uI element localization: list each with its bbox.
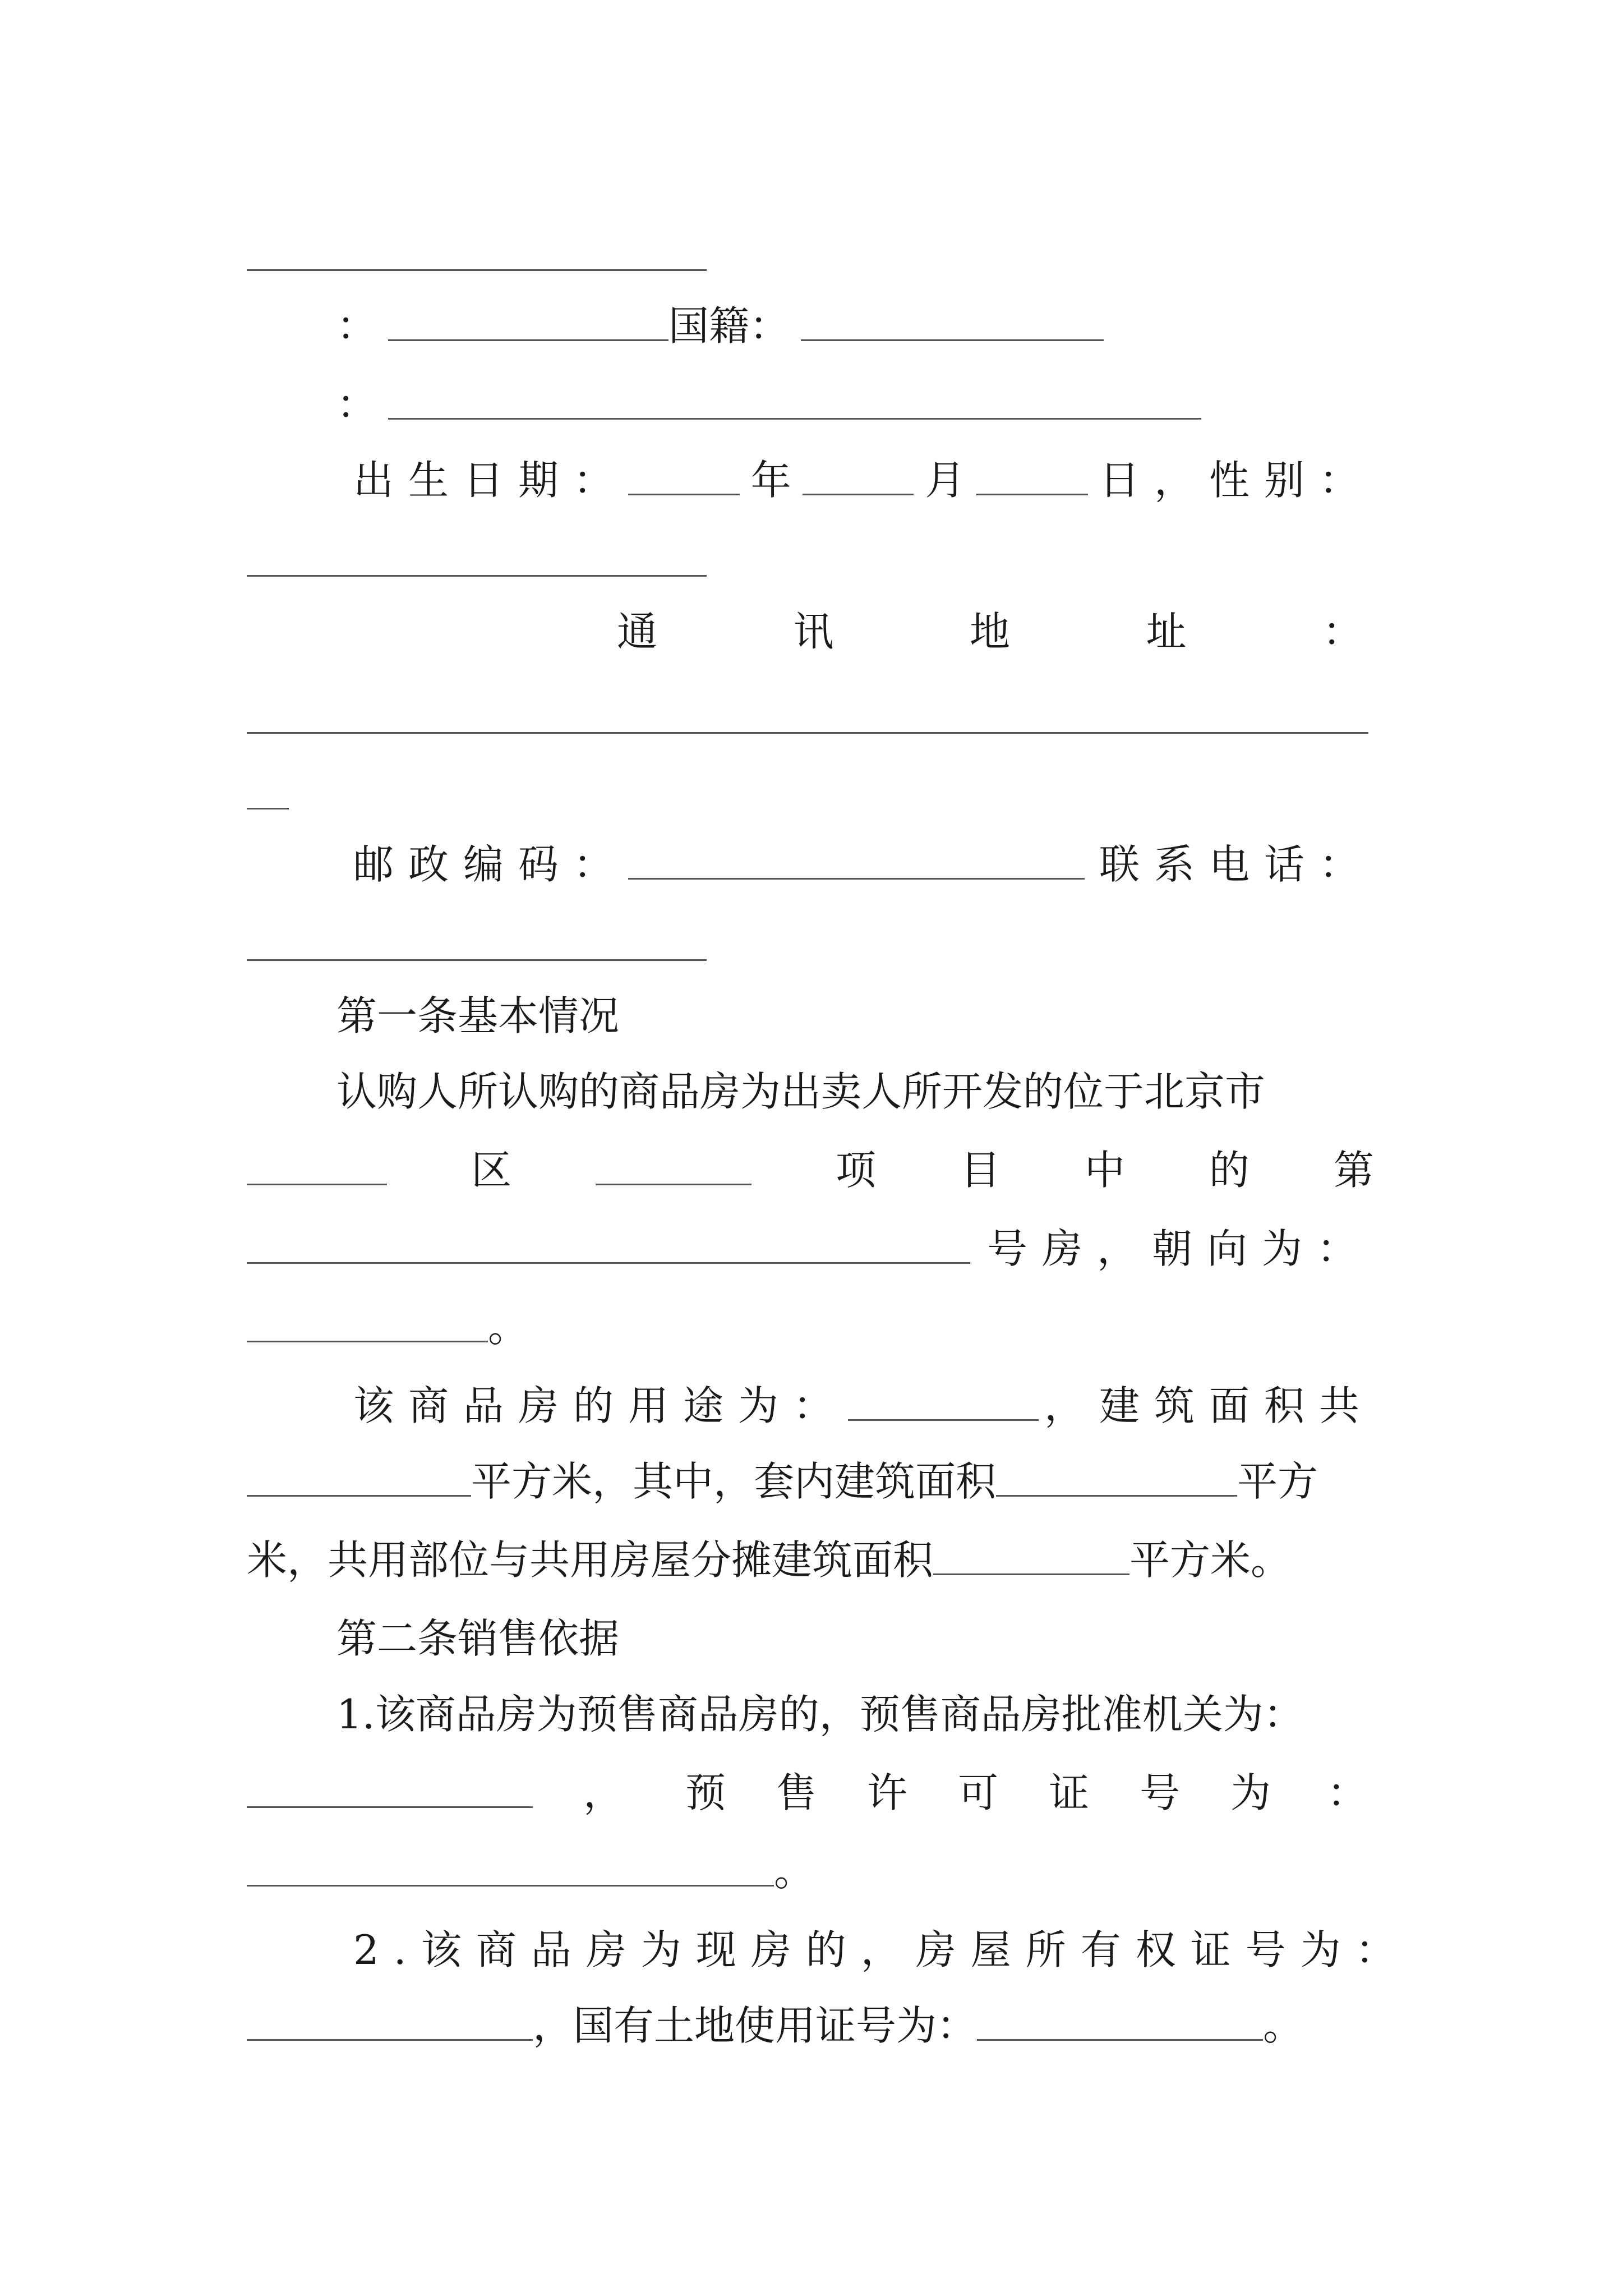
name-field[interactable] bbox=[388, 305, 668, 341]
district-field[interactable] bbox=[247, 1149, 387, 1185]
article2-title bbox=[336, 1602, 1464, 1669]
article1-line1 bbox=[336, 1055, 1391, 1122]
item2-text: 2.该商品房为现房的，房屋所有权证号为： bbox=[353, 1926, 1410, 1973]
shared-area-label: 米，共用部位与共用房屋分摊建筑面积 bbox=[247, 1536, 934, 1584]
address-field-cont[interactable] bbox=[247, 773, 289, 809]
address-char: 地 bbox=[969, 608, 1010, 655]
inner-area-label: 平方米，其中，套内建筑面积 bbox=[471, 1458, 997, 1505]
project-field[interactable] bbox=[596, 1149, 751, 1185]
article2-item2-line2 bbox=[247, 1989, 1374, 2056]
orientation-field[interactable] bbox=[247, 1306, 488, 1342]
usage-label: 该商品房的用途为： bbox=[353, 1382, 849, 1429]
year-label: 年 bbox=[750, 457, 791, 504]
birth-year-field[interactable] bbox=[628, 459, 740, 495]
gender-field[interactable] bbox=[247, 540, 707, 577]
phone-label: 联系电话： bbox=[1099, 841, 1374, 888]
presale-license-field[interactable] bbox=[247, 1850, 774, 1887]
postcode-field[interactable] bbox=[628, 843, 1085, 880]
phone-field[interactable] bbox=[247, 924, 707, 961]
colon-label: ： bbox=[336, 381, 377, 428]
nationality-field[interactable] bbox=[801, 305, 1104, 341]
project-char: 项 bbox=[835, 1147, 876, 1194]
gender-label: 性别： bbox=[1209, 457, 1374, 504]
project-char: 的 bbox=[1209, 1147, 1249, 1194]
birth-month-field[interactable] bbox=[803, 459, 914, 495]
article1-line5 bbox=[353, 1369, 1374, 1436]
article1-line6 bbox=[247, 1444, 1374, 1512]
presale-char: 证 bbox=[1049, 1769, 1090, 1816]
area-label: ，建筑面积共 bbox=[1044, 1382, 1374, 1429]
room-number-field[interactable] bbox=[247, 1227, 970, 1264]
id-field[interactable] bbox=[388, 383, 1201, 420]
presale-char: 号 bbox=[1140, 1769, 1181, 1816]
usage-field[interactable] bbox=[848, 1384, 1039, 1421]
address-char: 通 bbox=[617, 608, 658, 655]
item1-text: 1.该商品房为预售商品房的，预售商品房批准机关为： bbox=[336, 1691, 1304, 1738]
unit-label: 平方米。 bbox=[1129, 1536, 1292, 1584]
presale-char: 许 bbox=[867, 1769, 908, 1816]
article2-item2 bbox=[353, 1913, 1410, 1980]
postcode-label: 邮政编码： bbox=[353, 841, 629, 888]
article1-line1-text: 认购人所认购的商品房为出卖人所开发的位于北京市 bbox=[336, 1068, 1266, 1115]
address-field[interactable] bbox=[247, 697, 1368, 734]
article1-title-text: 第一条基本情况 bbox=[336, 992, 620, 1039]
presale-char: 可 bbox=[958, 1769, 999, 1816]
postcode-row bbox=[353, 827, 1374, 895]
phone-blank-row bbox=[247, 909, 1374, 976]
period: 。 bbox=[488, 1304, 529, 1351]
unit-label: 平方 bbox=[1237, 1458, 1318, 1505]
month-label: 月 bbox=[925, 457, 966, 504]
period: 。 bbox=[774, 1848, 815, 1895]
nationality-label: 国籍： bbox=[668, 302, 790, 349]
birth-day-field[interactable] bbox=[976, 459, 1088, 495]
presale-char: ： bbox=[1327, 1769, 1368, 1816]
presale-char: 预 bbox=[685, 1769, 726, 1816]
presale-char: ， bbox=[583, 1769, 624, 1816]
article1-line2 bbox=[247, 1133, 1374, 1200]
article1-line7 bbox=[247, 1523, 1374, 1590]
blank-field[interactable] bbox=[247, 234, 707, 271]
birth-label: 出生日期： bbox=[353, 457, 629, 504]
orientation-label: 号房，朝向为： bbox=[987, 1225, 1372, 1272]
address-blank-cont bbox=[247, 757, 1374, 825]
inner-area-field[interactable] bbox=[996, 1460, 1237, 1497]
article2-item1 bbox=[336, 1677, 1402, 1745]
article2-title-text: 第二条销售依据 bbox=[336, 1615, 620, 1662]
article2-item1-line3 bbox=[247, 1834, 1374, 1902]
birth-row bbox=[353, 443, 1374, 510]
article1-title bbox=[336, 979, 1464, 1046]
presale-char: 为 bbox=[1230, 1769, 1271, 1816]
project-char: 第 bbox=[1333, 1147, 1374, 1194]
id-row bbox=[336, 367, 1206, 435]
gender-blank-row bbox=[247, 524, 1374, 592]
ownership-cert-field[interactable] bbox=[247, 2004, 533, 2041]
article1-line4 bbox=[247, 1290, 1374, 1358]
article1-line3 bbox=[247, 1212, 1374, 1279]
address-char: 讯 bbox=[793, 608, 834, 655]
colon-label: ： bbox=[336, 302, 377, 349]
project-char: 目 bbox=[960, 1147, 1000, 1194]
shared-area-field[interactable] bbox=[933, 1539, 1129, 1575]
project-char: 中 bbox=[1084, 1147, 1125, 1194]
article2-item1-line2 bbox=[247, 1756, 1374, 1823]
land-cert-field[interactable] bbox=[977, 2004, 1263, 2041]
presale-char: 售 bbox=[776, 1769, 817, 1816]
land-cert-label: ，国有土地使用证号为： bbox=[533, 2002, 978, 2049]
address-char: 址 bbox=[1146, 608, 1187, 655]
address-char: ： bbox=[1322, 608, 1363, 655]
day-label: 日， bbox=[1099, 457, 1209, 504]
address-blank-row bbox=[247, 682, 1374, 749]
approval-authority-field[interactable] bbox=[247, 1772, 533, 1808]
address-label-row bbox=[617, 595, 1363, 662]
district-label: 区 bbox=[471, 1147, 512, 1194]
total-area-field[interactable] bbox=[247, 1460, 471, 1497]
period: 。 bbox=[1263, 2002, 1304, 2049]
nationality-row bbox=[336, 289, 1122, 356]
blank-line-top bbox=[247, 219, 1374, 286]
